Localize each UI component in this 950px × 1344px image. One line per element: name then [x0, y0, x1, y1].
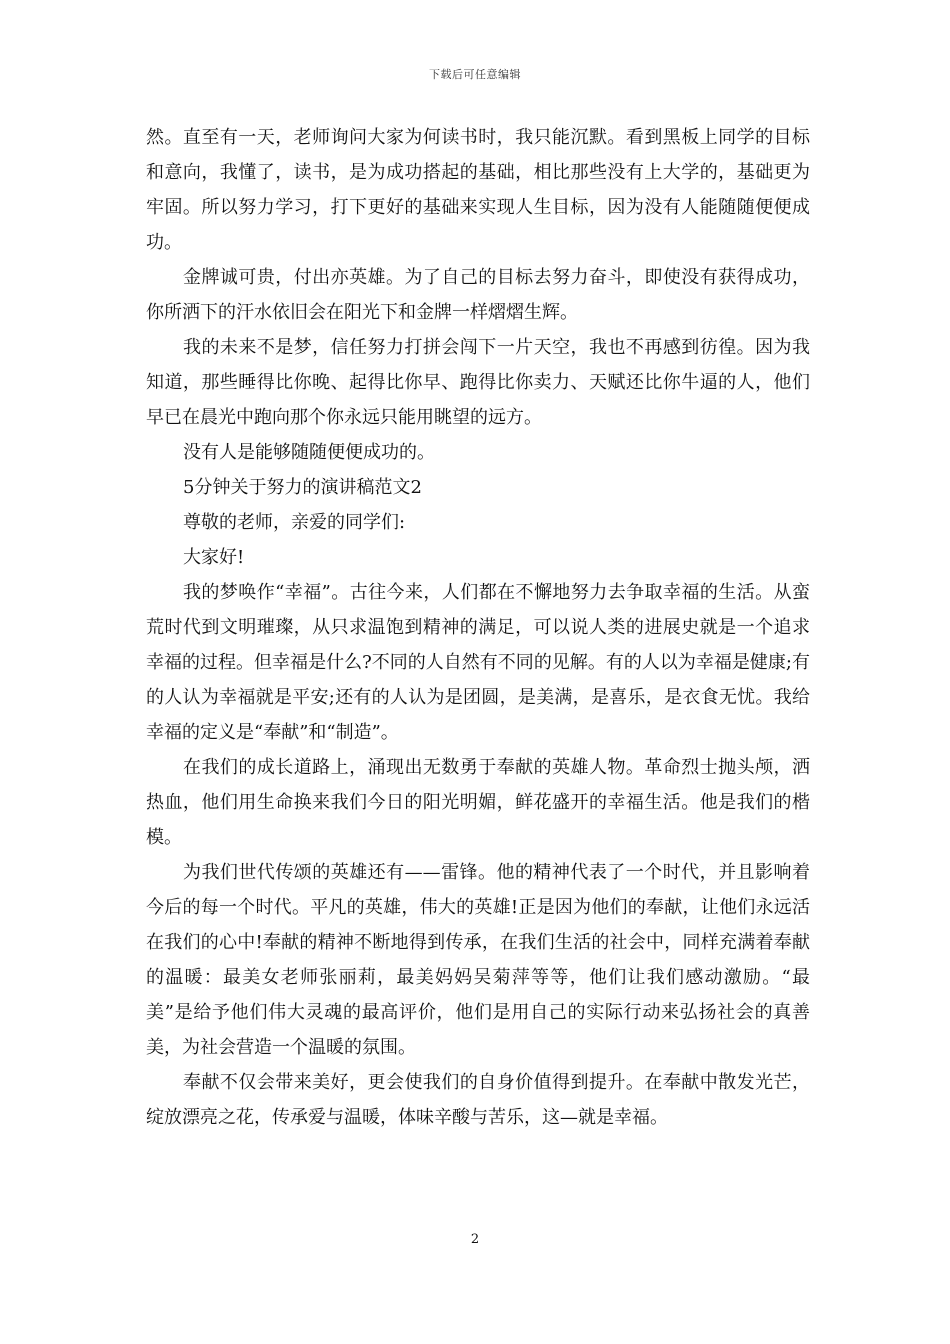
document-body	[146, 120, 810, 1135]
page-header: 下载后可任意编辑	[429, 68, 521, 81]
paragraph: 金牌诚可贵，付出亦英雄。为了自己的目标去努力奋斗，即使没有获得成功，你所洒下的汗水依旧会在阳光下和金牌一样熠熠生辉。	[146, 267, 810, 323]
paragraph: 奉献不仅会带来美好，更会使我们的自身价值得到提升。在奉献中散发光芒，绽放漂亮之花，传承爱与温暖，体味辛酸与苦乐，这—就是幸福。	[146, 1072, 810, 1128]
section-title: 5分钟关于努力的演讲稿范文2	[183, 477, 422, 498]
greeting: 大家好!	[183, 547, 245, 568]
paragraph: 在我们的成长道路上，涌现出无数勇于奉献的英雄人物。革命烈士抛头颅，洒热血，他们用生命换来我们今日的阳光明媚，鲜花盛开的幸福生活。他是我们的楷模。	[146, 757, 810, 848]
paragraph: 没有人是能够随随便便成功的。	[183, 442, 435, 463]
paragraph: 我的未来不是梦，信任努力打拼会闯下一片天空，我也不再感到彷徨。因为我知道，那些睡得比你晚、起得比你早、跑得比你卖力、天赋还比你牛逼的人，他们早已在晨光中跑向那个你永远只能用眺望的远方。	[146, 337, 810, 428]
salutation: 尊敬的老师，亲爱的同学们:	[183, 512, 406, 533]
paragraph-continuation: 然。直至有一天，老师询问大家为何读书时，我只能沉默。看到黑板上同学的目标和意向，我懂了，读书，是为成功搭起的基础，相比那些没有上大学的，基础更为牢固。所以努力学习，打下更好的基础来实现人生目标，因为没有人能随随便便成功。	[146, 127, 810, 253]
paragraph: 我的梦唤作“幸福”。古往今来，人们都在不懈地努力去争取幸福的生活。从蛮荒时代到文明璀璨，从只求温饱到精神的满足，可以说人类的进展史就是一个追求幸福的过程。但幸福是什么?不同的人自然有不同的见解。有的人以为幸福是健康;有的人认为幸福就是平安;还有的人认为是团圆，是美满，是喜乐，是衣食无忧。我给幸福的定义是“奉献”和“制造”。	[146, 582, 810, 743]
page-number: 2	[470, 1232, 480, 1247]
paragraph: 为我们世代传颂的英雄还有——雷锋。他的精神代表了一个时代，并且影响着今后的每一个时代。平凡的英雄，伟大的英雄!正是因为他们的奉献，让他们永远活在我们的心中!奉献的精神不断地得到传承，在我们生活的社会中，同样充满着奉献的温暖：最美女老师张丽莉，最美妈妈吴菊萍等等，他们让我们感动激励。“最美”是给予他们伟大灵魂的最高评价，他们是用自己的实际行动来弘扬社会的真善美，为社会营造一个温暖的氛围。	[146, 862, 810, 1058]
